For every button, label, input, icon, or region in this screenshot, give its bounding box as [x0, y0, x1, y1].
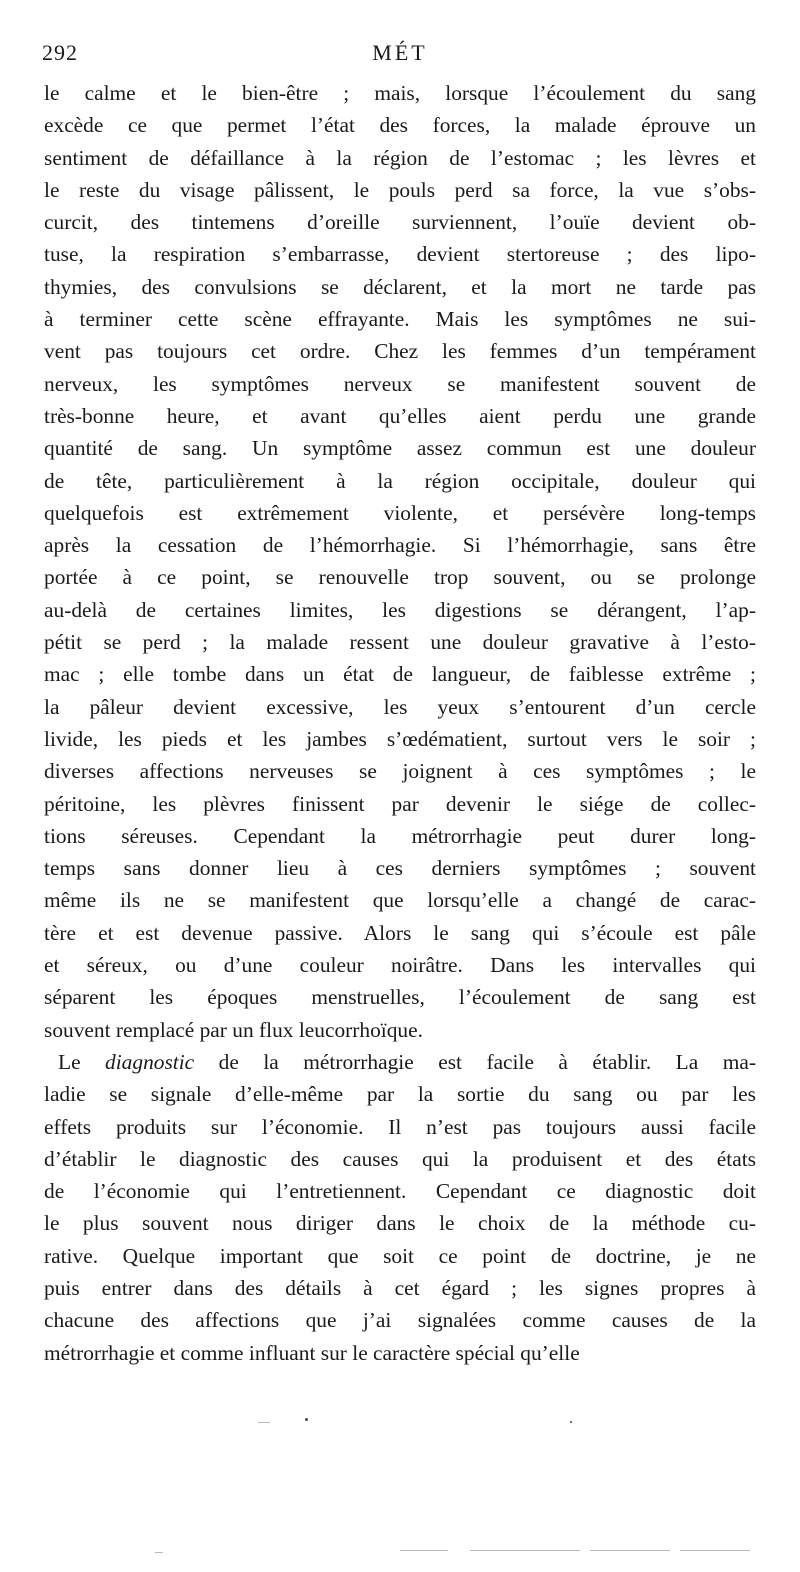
- text-line: d’établir le diagnostic des causes qui la produisent et des états: [44, 1146, 756, 1171]
- text-line: métrorrhagie et comme influant sur le caractère spécial qu’elle: [44, 1340, 580, 1365]
- bleedthrough-mark: [680, 1550, 750, 1551]
- text-line: vent pas toujours cet ordre. Chez les femmes d’un tempérament: [44, 339, 756, 364]
- text-line: le calme et le bien-être ; mais, lorsque l’écoulement du sang: [44, 81, 756, 105]
- text-line: thymies, des convulsions se déclarent, et la mort ne tarde pas: [44, 274, 756, 299]
- text-line: tions séreuses. Cependant la métrorrhagie peut durer long-: [44, 823, 756, 848]
- scan-bleedthrough-marks: [0, 1390, 800, 1570]
- text-line: au-delà de certaines limites, les digestions se dérangent, l’ap-: [44, 597, 756, 622]
- text-line: nerveux, les symptômes nerveux se manifestent souvent de: [44, 371, 756, 396]
- text-line: péritoine, les plèvres finissent par devenir le siége de collec-: [44, 791, 756, 816]
- text-line: la pâleur devient excessive, les yeux s’entourent d’un cercle: [44, 694, 756, 719]
- text-line: séparent les époques menstruelles, l’écoulement de sang est: [44, 985, 756, 1010]
- bleedthrough-mark: [400, 1550, 448, 1551]
- text-line: tuse, la respiration s’embarrasse, devient stertoreuse ; des lipo-: [44, 242, 756, 267]
- page-number: 292: [42, 40, 78, 65]
- bleedthrough-mark: [258, 1422, 270, 1423]
- text-line: après la cessation de l’hémorrhagie. Si l’hémorrhagie, sans être: [44, 533, 756, 558]
- text-line: livide, les pieds et les jambes s’œdématient, surtout vers le soir ;: [44, 726, 756, 751]
- body-text: [44, 77, 756, 1369]
- text-fragment: de la métrorrhagie est facile à établir. La ma-: [194, 1049, 756, 1074]
- text-line: portée à ce point, se renouvelle trop souvent, ou se prolonge: [44, 565, 756, 590]
- text-line: pétit se perd ; la malade ressent une douleur gravative à l’esto-: [44, 630, 756, 655]
- text-fragment: Le: [58, 1049, 106, 1074]
- text-line: très-bonne heure, et avant qu’elles aient perdu une grande: [44, 403, 756, 428]
- text-line: le plus souvent nous diriger dans le choix de la méthode cu-: [44, 1211, 756, 1236]
- text-line: sentiment de défaillance à la région de l’estomac ; les lèvres et: [44, 145, 756, 170]
- bleedthrough-dot: [570, 1421, 572, 1423]
- paragraph-2: [44, 1046, 756, 1369]
- text-line: [44, 1046, 756, 1078]
- running-head: [42, 40, 758, 70]
- text-line: effets produits sur l’économie. Il n’est pas toujours aussi facile: [44, 1114, 756, 1139]
- bleedthrough-mark: [590, 1550, 670, 1551]
- text-line: même ils ne se manifestent que lorsqu’elle a changé de carac-: [44, 888, 756, 913]
- text-line: temps sans donner lieu à ces derniers symptômes ; souvent: [44, 856, 756, 881]
- text-line: de tête, particulièrement à la région occipitale, douleur qui: [44, 468, 756, 493]
- bleedthrough-mark: [470, 1550, 580, 1551]
- text-line: mac ; elle tombe dans un état de langueur, de faiblesse extrême ;: [44, 662, 756, 687]
- running-title: MÉT: [372, 40, 428, 65]
- paragraph-1: [44, 77, 756, 1046]
- text-line: de l’économie qui l’entretiennent. Cependant ce diagnostic doit: [44, 1179, 756, 1204]
- text-line: rative. Quelque important que soit ce point de doctrine, je ne: [44, 1243, 756, 1268]
- bleedthrough-dot: [305, 1418, 308, 1421]
- text-line: à terminer cette scène effrayante. Mais les symptômes ne sui-: [44, 307, 756, 332]
- text-line: diverses affections nerveuses se joignent à ces symptômes ; le: [44, 759, 756, 784]
- text-line: souvent remplacé par un flux leucorrhoïque.: [44, 1017, 423, 1042]
- text-line: curcit, des tintemens d’oreille surviennent, l’ouïe devient ob-: [44, 210, 756, 235]
- text-line: puis entrer dans des détails à cet égard ; les signes propres à: [44, 1275, 756, 1300]
- text-line: chacune des affections que j’ai signalées comme causes de la: [44, 1308, 756, 1333]
- text-line: ladie se signale d’elle-même par la sortie du sang ou par les: [44, 1082, 756, 1107]
- text-line: quantité de sang. Un symptôme assez commun est une douleur: [44, 436, 756, 461]
- bleedthrough-mark: [155, 1552, 163, 1553]
- text-line: excède ce que permet l’état des forces, la malade éprouve un: [44, 113, 756, 138]
- text-line: et séreux, ou d’une couleur noirâtre. Dans les intervalles qui: [44, 953, 756, 978]
- text-line: le reste du visage pâlissent, le pouls perd sa force, la vue s’obs-: [44, 177, 756, 202]
- italic-term: diagnostic: [105, 1049, 195, 1074]
- text-line: quelquefois est extrêmement violente, et persévère long-temps: [44, 500, 756, 525]
- text-line: tère et est devenue passive. Alors le sang qui s’écoule est pâle: [44, 920, 756, 945]
